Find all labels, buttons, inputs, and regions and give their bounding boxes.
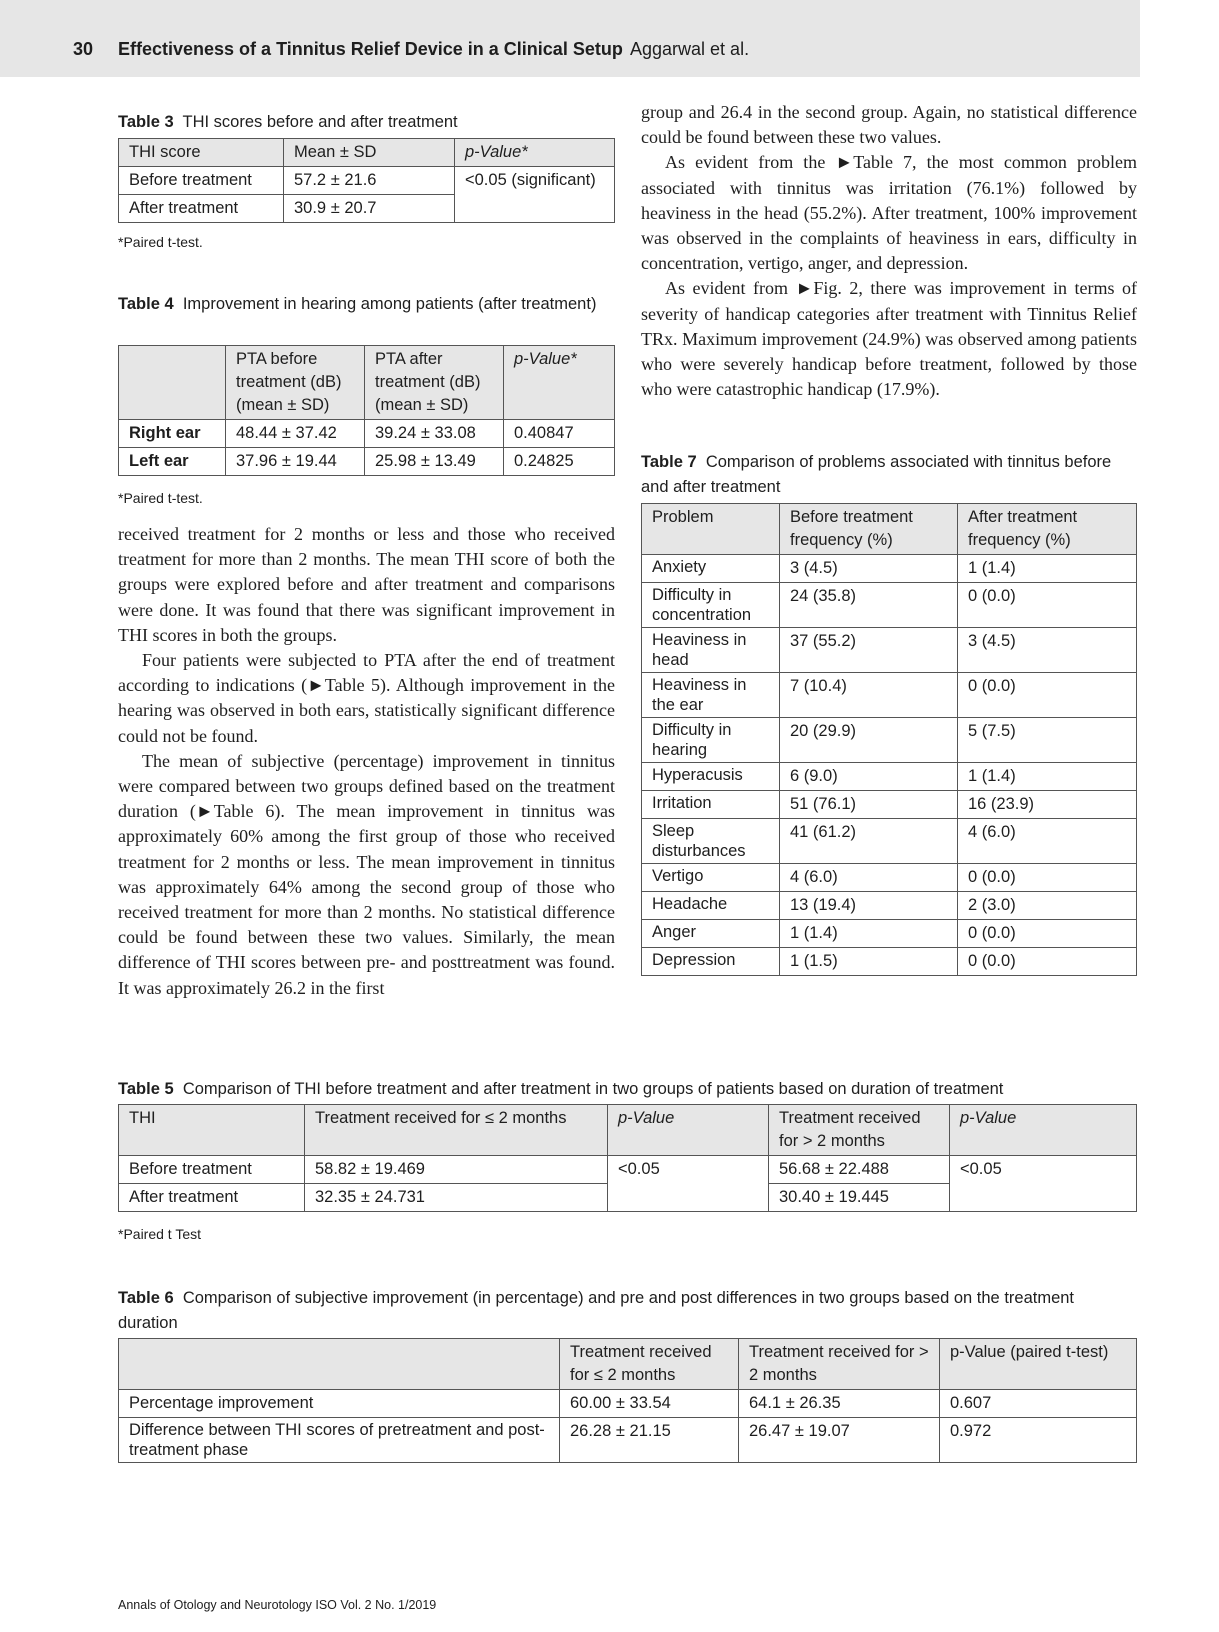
table5-caption (118, 1077, 1137, 1102)
table3-caption-text: THI scores before and after treatment (182, 113, 458, 131)
table7-cell: Difficulty in concentration (642, 583, 780, 628)
body-paragraph: The mean of subjective (percentage) improvement in tinnitus were compared between two groups defined based on the treatment duration (►Table 6). The mean improvement in tinnitus was approximately 60% among the first group of those who received treatment for 2 months or less. The mean improvement in tinnitus was approximately 64% among the second group of those who received treatment for more than 2 months. No statistical difference could be found between these two values. Similarly, the mean difference of THI scores between pre- and posttreatment was found. It was approximately 26.2 in the first (118, 750, 615, 998)
table6-label: Table 6 (118, 1289, 174, 1307)
table7-cell: 1 (1.4) (958, 555, 1137, 583)
table4-cell: 0.24825 (504, 448, 615, 476)
table7-cell: Heaviness in the ear (642, 673, 780, 718)
table7-cell: 4 (6.0) (958, 819, 1137, 864)
table4-cell: 37.96 ± 19.44 (226, 448, 365, 476)
body-paragraph: group and 26.4 in the second group. Again, no statistical difference could be found between these two values. (641, 102, 1137, 148)
table3-cell: <0.05 (significant) (455, 167, 615, 223)
table4-cell: Right ear (119, 420, 226, 448)
table4-caption-text: Improvement in hearing among patients (after treatment) (182, 295, 597, 313)
table7-cell: 3 (4.5) (780, 555, 958, 583)
table6-cell: 60.00 ± 33.54 (560, 1390, 739, 1418)
table5-cell: After treatment (119, 1184, 305, 1212)
table7-header-cell: Problem (642, 504, 780, 555)
table-row (642, 892, 1137, 920)
table7-cell: 20 (29.9) (780, 718, 958, 763)
table4 (118, 345, 615, 476)
table7-cell: 2 (3.0) (958, 892, 1137, 920)
table7-cell: 16 (23.9) (958, 791, 1137, 819)
table-row (642, 948, 1137, 976)
right-column-text (641, 100, 1137, 402)
table7-cell: 37 (55.2) (780, 628, 958, 673)
table-row (119, 167, 615, 195)
table-row (642, 791, 1137, 819)
body-paragraph: Four patients were subjected to PTA after the end of treatment according to indications (►Table 5). Although improvement in the hearing was observed in both ears, statistically significant difference could not be found. (118, 650, 615, 746)
table7-cell: 51 (76.1) (780, 791, 958, 819)
table3-cell: 30.9 ± 20.7 (284, 195, 455, 223)
table3-note: *Paired t-test. (118, 234, 203, 250)
table3-cell: After treatment (119, 195, 284, 223)
table-row (119, 1418, 1137, 1463)
table5-header-cell: p-Value (950, 1105, 1137, 1156)
running-authors: Aggarwal et al. (630, 39, 750, 59)
table4-label: Table 4 (118, 295, 174, 313)
table7-header-cell: After treatment frequency (%) (958, 504, 1137, 555)
table6-header-cell (119, 1339, 560, 1390)
table5-cell: Before treatment (119, 1156, 305, 1184)
table7-cell: 0 (0.0) (958, 583, 1137, 628)
table4-header-cell: PTA before treatment (dB) (mean ± SD) (226, 346, 365, 420)
table7-cell: 41 (61.2) (780, 819, 958, 864)
table-row (642, 864, 1137, 892)
table5-header-row (119, 1105, 1137, 1156)
table-row (642, 920, 1137, 948)
table5-cell: <0.05 (608, 1156, 769, 1212)
table4-header-cell: PTA after treatment (dB) (mean ± SD) (365, 346, 504, 420)
table7-cell: 0 (0.0) (958, 920, 1137, 948)
table6-cell: 26.28 ± 21.15 (560, 1418, 739, 1463)
table7-cell: 4 (6.0) (780, 864, 958, 892)
table-row (642, 583, 1137, 628)
table6-cell: 0.972 (940, 1418, 1137, 1463)
table7-cell: 1 (1.5) (780, 948, 958, 976)
table4-header-cell (119, 346, 226, 420)
table7-cell: Headache (642, 892, 780, 920)
table3-label: Table 3 (118, 113, 174, 131)
table-row (119, 1390, 1137, 1418)
table7-header-cell: Before treatment frequency (%) (780, 504, 958, 555)
table5-note: *Paired t Test (118, 1226, 202, 1242)
table7-header-row (642, 504, 1137, 555)
table3-header-row (119, 139, 615, 167)
table4-cell: 39.24 ± 33.08 (365, 420, 504, 448)
table7-caption (641, 450, 1137, 500)
table4-cell: 48.44 ± 37.42 (226, 420, 365, 448)
journal-footer: Annals of Otology and Neurotology ISO Vol. 2 No. 1/2019 (118, 1598, 437, 1612)
table6-header-cell: Treatment received for ≤ 2 months (560, 1339, 739, 1390)
table3 (118, 138, 615, 223)
table5-cell: 32.35 ± 24.731 (305, 1184, 608, 1212)
table5-cell: <0.05 (950, 1156, 1137, 1212)
table7-cell: 6 (9.0) (780, 763, 958, 791)
table-row (119, 420, 615, 448)
table6-cell: 0.607 (940, 1390, 1137, 1418)
table4-cell: 0.40847 (504, 420, 615, 448)
table7-caption-text: Comparison of problems associated with tinnitus before and after treatment (641, 453, 1112, 496)
body-paragraph: received treatment for 2 months or less and those who received treatment for more than 2 months. The mean THI score of both the groups were explored before and after treatment and comparisons were done. It was found that there was significant improvement in THI scores in both the groups. (118, 524, 615, 645)
table-row (119, 448, 615, 476)
table5-header-cell: Treatment received for > 2 months (769, 1105, 950, 1156)
table6-cell: Percentage improvement (119, 1390, 560, 1418)
table6-cell: 26.47 ± 19.07 (739, 1418, 940, 1463)
table7-cell: Sleep disturbances (642, 819, 780, 864)
table-row (642, 628, 1137, 673)
table7-label: Table 7 (641, 453, 697, 471)
table-row (119, 1156, 1137, 1184)
table7-cell: Irritation (642, 791, 780, 819)
left-column-text (118, 522, 615, 1001)
table7-cell: 0 (0.0) (958, 673, 1137, 718)
table7-cell: Vertigo (642, 864, 780, 892)
table-row (642, 819, 1137, 864)
body-paragraph: As evident from the ►Table 7, the most common problem associated with tinnitus was irritation (76.1%) followed by heaviness in the head (55.2%). After treatment, 100% improvement was observed in the complaints of heaviness in ears, difficulty in concentration, vertigo, anger, and depression. (641, 152, 1137, 274)
table4-header-cell: p-Value* (504, 346, 615, 420)
table3-header-cell: Mean ± SD (284, 139, 455, 167)
running-header (0, 0, 1140, 77)
table7-cell: Anger (642, 920, 780, 948)
table5-header-cell: THI (119, 1105, 305, 1156)
table-row (642, 555, 1137, 583)
page-number: 30 (73, 39, 94, 59)
table7-cell: 0 (0.0) (958, 864, 1137, 892)
table5-label: Table 5 (118, 1080, 174, 1098)
table7-cell: 13 (19.4) (780, 892, 958, 920)
body-paragraph: As evident from ►Fig. 2, there was improvement in terms of severity of handicap categories after treatment with Tinnitus Relief TRx. Maximum improvement (24.9%) was observed among patients who were severely handicap before treatment, followed by those who were catastrophic handicap (17.9%). (641, 278, 1137, 400)
table5-cell: 56.68 ± 22.488 (769, 1156, 950, 1184)
table-row (642, 718, 1137, 763)
table3-cell: 57.2 ± 21.6 (284, 167, 455, 195)
table5 (118, 1104, 1137, 1212)
table7-cell: Depression (642, 948, 780, 976)
table5-cell: 58.82 ± 19.469 (305, 1156, 608, 1184)
table7 (641, 503, 1137, 976)
table6-caption (118, 1286, 1137, 1336)
table-row (642, 763, 1137, 791)
table3-header-cell: p-Value* (455, 139, 615, 167)
table7-cell: 7 (10.4) (780, 673, 958, 718)
table4-cell: 25.98 ± 13.49 (365, 448, 504, 476)
table5-caption-text: Comparison of THI before treatment and after treatment in two groups of patients based on duration of treatment (182, 1080, 1004, 1098)
table7-cell: 5 (7.5) (958, 718, 1137, 763)
table6-caption-text: Comparison of subjective improvement (in percentage) and pre and post differences in two groups based on the treatment duration (118, 1289, 1075, 1332)
table6-header-cell: Treatment received for > 2 months (739, 1339, 940, 1390)
table6-header-row (119, 1339, 1137, 1390)
table6-header-cell: p-Value (paired t-test) (940, 1339, 1137, 1390)
table7-cell: Hyperacusis (642, 763, 780, 791)
table6 (118, 1338, 1137, 1463)
table7-cell: 3 (4.5) (958, 628, 1137, 673)
table7-cell: 24 (35.8) (780, 583, 958, 628)
table7-cell: 1 (1.4) (958, 763, 1137, 791)
table3-caption (118, 110, 458, 135)
table3-header-cell: THI score (119, 139, 284, 167)
table7-cell: 0 (0.0) (958, 948, 1137, 976)
table4-caption (118, 292, 615, 317)
table4-cell: Left ear (119, 448, 226, 476)
table7-cell: Anxiety (642, 555, 780, 583)
table4-header-row (119, 346, 615, 420)
table5-header-cell: p-Value (608, 1105, 769, 1156)
running-title: Effectiveness of a Tinnitus Relief Device in a Clinical Setup (118, 39, 623, 59)
table4-note: *Paired t-test. (118, 490, 203, 506)
table7-cell: Heaviness in head (642, 628, 780, 673)
table6-cell: Difference between THI scores of pretreatment and post-treatment phase (119, 1418, 560, 1463)
table-row (642, 673, 1137, 718)
table5-header-cell: Treatment received for ≤ 2 months (305, 1105, 608, 1156)
table7-cell: 1 (1.4) (780, 920, 958, 948)
table5-cell: 30.40 ± 19.445 (769, 1184, 950, 1212)
table3-cell: Before treatment (119, 167, 284, 195)
table6-cell: 64.1 ± 26.35 (739, 1390, 940, 1418)
table7-cell: Difficulty in hearing (642, 718, 780, 763)
